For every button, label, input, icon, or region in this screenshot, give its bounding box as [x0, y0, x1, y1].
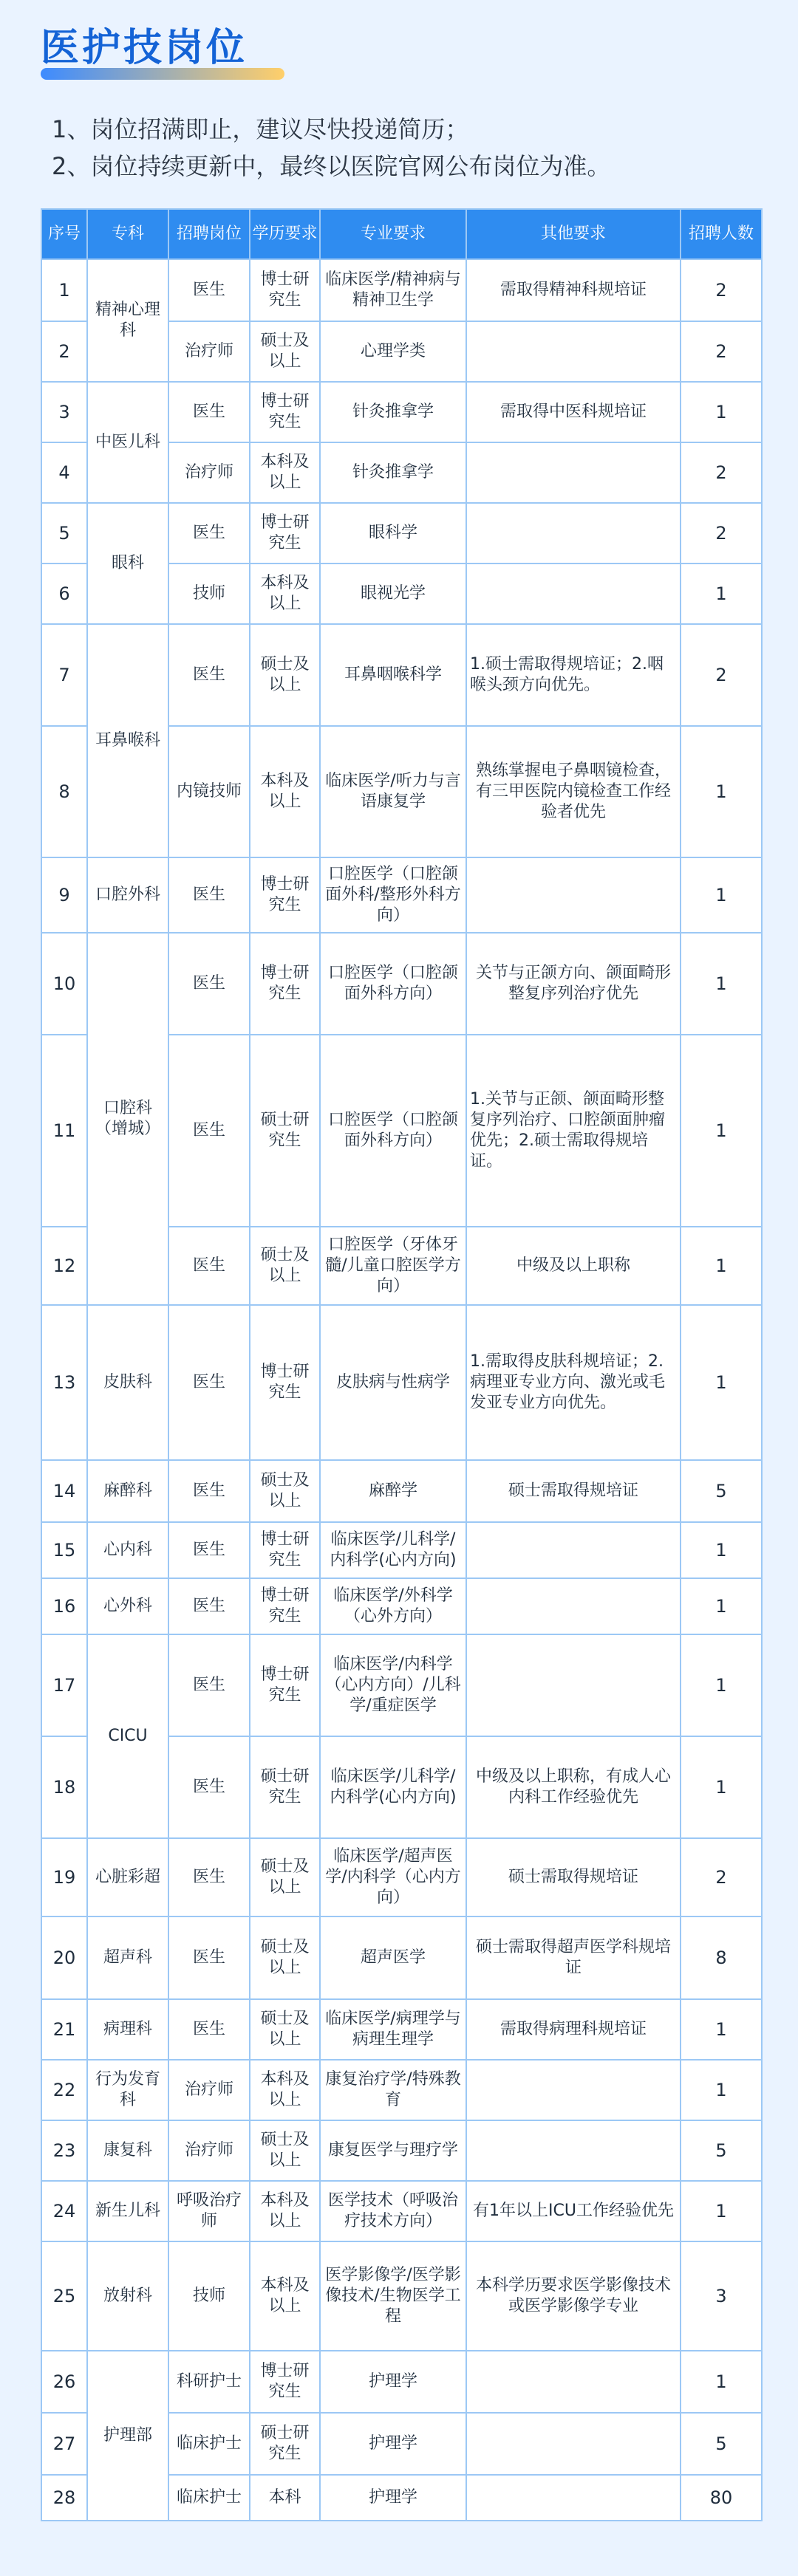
positions-table	[41, 208, 763, 2521]
cell-edu: 硕士及以上	[250, 1460, 320, 1522]
cell-major: 针灸推拿学	[320, 442, 466, 503]
cell-post: 医生	[168, 1305, 250, 1460]
cell-num: 1	[681, 382, 762, 442]
cell-no: 3	[41, 382, 87, 442]
cell-no: 12	[41, 1227, 87, 1305]
table-row	[41, 1522, 762, 1578]
cell-edu: 硕士及以上	[250, 1916, 320, 1999]
cell-edu: 硕士及以上	[250, 1999, 320, 2060]
cell-no: 18	[41, 1736, 87, 1838]
cell-no: 19	[41, 1838, 87, 1916]
cell-major: 护理学	[320, 2413, 466, 2475]
cell-dept: CICU	[87, 1634, 168, 1838]
cell-num: 2	[681, 624, 762, 726]
cell-post: 医生	[168, 1227, 250, 1305]
cell-no: 27	[41, 2413, 87, 2475]
title-block	[41, 16, 248, 72]
cell-major: 临床医学/儿科学/内科学(心内方向)	[320, 1522, 466, 1578]
cell-num: 8	[681, 1916, 762, 1999]
cell-edu: 博士研究生	[250, 2351, 320, 2413]
cell-no: 24	[41, 2181, 87, 2241]
cell-major: 口腔医学（口腔颌面外科方向）	[320, 933, 466, 1035]
cell-major: 皮肤病与性病学	[320, 1305, 466, 1460]
cell-post: 科研护士	[168, 2351, 250, 2413]
positions-table-wrap	[41, 208, 761, 2521]
cell-post: 医生	[168, 1838, 250, 1916]
cell-other: 有1年以上ICU工作经验优先	[466, 2181, 681, 2241]
cell-num: 80	[681, 2475, 762, 2521]
table-row	[41, 933, 762, 1035]
cell-other: 1.需取得皮肤科规培证；2.病理亚专业方向、激光或毛发亚专业方向优先。	[466, 1305, 681, 1460]
cell-other	[466, 1578, 681, 1634]
cell-major: 针灸推拿学	[320, 382, 466, 442]
cell-major: 超声医学	[320, 1916, 466, 1999]
cell-num: 1	[681, 1999, 762, 2060]
cell-edu: 硕士及以上	[250, 1227, 320, 1305]
cell-num: 2	[681, 442, 762, 503]
cell-num: 1	[681, 1522, 762, 1578]
cell-edu: 博士研究生	[250, 1305, 320, 1460]
cell-major: 口腔医学（口腔颌面外科方向）	[320, 1035, 466, 1227]
cell-other: 硕士需取得规培证	[466, 1838, 681, 1916]
cell-edu: 博士研究生	[250, 503, 320, 564]
cell-other	[466, 442, 681, 503]
cell-dept: 麻醉科	[87, 1460, 168, 1522]
cell-num: 5	[681, 2413, 762, 2475]
cell-other: 需取得中医科规培证	[466, 382, 681, 442]
cell-post: 临床护士	[168, 2475, 250, 2521]
cell-edu: 博士研究生	[250, 1634, 320, 1736]
header-post: 招聘岗位	[168, 209, 250, 259]
table-row	[41, 1305, 762, 1460]
cell-major: 临床医学/外科学（心外方向）	[320, 1578, 466, 1634]
cell-edu: 博士研究生	[250, 382, 320, 442]
table-row	[41, 1916, 762, 1999]
cell-edu: 本科及以上	[250, 2181, 320, 2241]
cell-no: 15	[41, 1522, 87, 1578]
cell-edu: 博士研究生	[250, 259, 320, 321]
cell-num: 1	[681, 2060, 762, 2120]
cell-no: 16	[41, 1578, 87, 1634]
cell-post: 治疗师	[168, 2060, 250, 2120]
cell-major: 康复治疗学/特殊教育	[320, 2060, 466, 2120]
cell-no: 28	[41, 2475, 87, 2521]
cell-post: 医生	[168, 624, 250, 726]
cell-dept: 病理科	[87, 1999, 168, 2060]
cell-dept: 皮肤科	[87, 1305, 168, 1460]
cell-post: 治疗师	[168, 2120, 250, 2181]
cell-edu: 本科及以上	[250, 2241, 320, 2351]
cell-num: 1	[681, 726, 762, 857]
cell-major: 眼科学	[320, 503, 466, 564]
cell-dept: 心外科	[87, 1578, 168, 1634]
cell-post: 医生	[168, 1916, 250, 1999]
cell-edu: 本科	[250, 2475, 320, 2521]
cell-num: 1	[681, 1305, 762, 1460]
table-row	[41, 503, 762, 564]
cell-major: 口腔医学（牙体牙髓/儿童口腔医学方向）	[320, 1227, 466, 1305]
page-title: 医护技岗位	[41, 26, 248, 70]
cell-post: 治疗师	[168, 321, 250, 382]
cell-post: 医生	[168, 503, 250, 564]
cell-edu: 本科及以上	[250, 726, 320, 857]
cell-post: 医生	[168, 933, 250, 1035]
cell-no: 6	[41, 564, 87, 624]
cell-post: 技师	[168, 564, 250, 624]
cell-major: 临床医学/超声医学/内科学（心内方向）	[320, 1838, 466, 1916]
cell-major: 临床医学/听力与言语康复学	[320, 726, 466, 857]
table-row	[41, 259, 762, 321]
cell-major: 口腔医学（口腔颌面外科/整形外科方向）	[320, 857, 466, 933]
cell-post: 技师	[168, 2241, 250, 2351]
cell-other: 本科学历要求医学影像技术或医学影像学专业	[466, 2241, 681, 2351]
table-row	[41, 1634, 762, 1736]
header-dept: 专科	[87, 209, 168, 259]
cell-post: 医生	[168, 382, 250, 442]
cell-no: 22	[41, 2060, 87, 2120]
cell-major: 护理学	[320, 2351, 466, 2413]
cell-edu: 本科及以上	[250, 564, 320, 624]
table-row	[41, 1578, 762, 1634]
cell-num: 1	[681, 2181, 762, 2241]
cell-num: 5	[681, 1460, 762, 1522]
cell-other	[466, 1522, 681, 1578]
cell-no: 17	[41, 1634, 87, 1736]
cell-no: 5	[41, 503, 87, 564]
cell-dept: 心脏彩超	[87, 1838, 168, 1916]
cell-num: 2	[681, 1838, 762, 1916]
cell-edu: 硕士研究生	[250, 2413, 320, 2475]
cell-other	[466, 857, 681, 933]
cell-edu: 硕士及以上	[250, 321, 320, 382]
cell-num: 2	[681, 503, 762, 564]
table-row	[41, 2120, 762, 2181]
cell-edu: 博士研究生	[250, 933, 320, 1035]
cell-other	[466, 2413, 681, 2475]
table-row	[41, 2060, 762, 2120]
table-header-row	[41, 209, 762, 259]
table-row	[41, 2181, 762, 2241]
cell-dept: 行为发育科	[87, 2060, 168, 2120]
cell-other	[466, 1634, 681, 1736]
cell-dept: 中医儿科	[87, 382, 168, 503]
cell-dept: 心内科	[87, 1522, 168, 1578]
cell-other	[466, 2475, 681, 2521]
cell-num: 2	[681, 259, 762, 321]
cell-no: 23	[41, 2120, 87, 2181]
table-row	[41, 1838, 762, 1916]
cell-other: 1.硕士需取得规培证；2.咽喉头颈方向优先。	[466, 624, 681, 726]
cell-num: 1	[681, 2351, 762, 2413]
table-row	[41, 1460, 762, 1522]
notes	[52, 111, 610, 185]
cell-no: 4	[41, 442, 87, 503]
cell-edu: 硕士及以上	[250, 2120, 320, 2181]
cell-no: 20	[41, 1916, 87, 1999]
cell-edu: 博士研究生	[250, 857, 320, 933]
table-row	[41, 857, 762, 933]
cell-major: 医学技术（呼吸治疗技术方向）	[320, 2181, 466, 2241]
table-row	[41, 382, 762, 442]
cell-other: 硕士需取得规培证	[466, 1460, 681, 1522]
cell-num: 1	[681, 933, 762, 1035]
cell-num: 5	[681, 2120, 762, 2181]
cell-no: 14	[41, 1460, 87, 1522]
cell-post: 临床护士	[168, 2413, 250, 2475]
cell-post: 医生	[168, 1035, 250, 1227]
cell-dept: 精神心理科	[87, 259, 168, 382]
cell-dept: 眼科	[87, 503, 168, 624]
cell-other: 需取得病理科规培证	[466, 1999, 681, 2060]
cell-post: 治疗师	[168, 442, 250, 503]
cell-dept: 耳鼻喉科	[87, 624, 168, 857]
cell-other: 需取得精神科规培证	[466, 259, 681, 321]
cell-no: 8	[41, 726, 87, 857]
cell-post: 医生	[168, 259, 250, 321]
cell-post: 医生	[168, 1522, 250, 1578]
cell-num: 3	[681, 2241, 762, 2351]
cell-post: 呼吸治疗师	[168, 2181, 250, 2241]
cell-post: 医生	[168, 1460, 250, 1522]
cell-edu: 博士研究生	[250, 1578, 320, 1634]
cell-major: 临床医学/精神病与精神卫生学	[320, 259, 466, 321]
cell-dept: 护理部	[87, 2351, 168, 2521]
cell-no: 9	[41, 857, 87, 933]
cell-major: 心理学类	[320, 321, 466, 382]
cell-post: 内镜技师	[168, 726, 250, 857]
cell-major: 康复医学与理疗学	[320, 2120, 466, 2181]
cell-edu: 本科及以上	[250, 2060, 320, 2120]
cell-dept: 口腔外科	[87, 857, 168, 933]
cell-no: 25	[41, 2241, 87, 2351]
cell-other	[466, 2120, 681, 2181]
cell-major: 护理学	[320, 2475, 466, 2521]
cell-no: 7	[41, 624, 87, 726]
cell-other: 1.关节与正颌、颌面畸形整复序列治疗、口腔颌面肿瘤优先；2.硕士需取得规培证。	[466, 1035, 681, 1227]
cell-no: 11	[41, 1035, 87, 1227]
cell-major: 医学影像学/医学影像技术/生物医学工程	[320, 2241, 466, 2351]
cell-other	[466, 321, 681, 382]
cell-post: 医生	[168, 1578, 250, 1634]
cell-no: 1	[41, 259, 87, 321]
cell-num: 1	[681, 1634, 762, 1736]
cell-post: 医生	[168, 1634, 250, 1736]
note-2: 2、岗位持续更新中，最终以医院官网公布岗位为准。	[52, 152, 611, 180]
cell-edu: 硕士及以上	[250, 1838, 320, 1916]
cell-no: 2	[41, 321, 87, 382]
cell-num: 1	[681, 1736, 762, 1838]
cell-num: 1	[681, 1578, 762, 1634]
cell-num: 1	[681, 1227, 762, 1305]
cell-edu: 博士研究生	[250, 1522, 320, 1578]
header-other: 其他要求	[466, 209, 681, 259]
cell-other: 中级及以上职称	[466, 1227, 681, 1305]
cell-dept: 康复科	[87, 2120, 168, 2181]
cell-major: 眼视光学	[320, 564, 466, 624]
cell-post: 医生	[168, 857, 250, 933]
cell-dept: 口腔科（增城）	[87, 933, 168, 1305]
cell-edu: 硕士研究生	[250, 1035, 320, 1227]
cell-no: 13	[41, 1305, 87, 1460]
header-no: 序号	[41, 209, 87, 259]
cell-other	[466, 564, 681, 624]
cell-other	[466, 2060, 681, 2120]
cell-dept: 新生儿科	[87, 2181, 168, 2241]
cell-major: 耳鼻咽喉科学	[320, 624, 466, 726]
cell-no: 10	[41, 933, 87, 1035]
cell-other: 硕士需取得超声医学科规培证	[466, 1916, 681, 1999]
cell-other: 中级及以上职称，有成人心内科工作经验优先	[466, 1736, 681, 1838]
cell-other: 熟练掌握电子鼻咽镜检查，有三甲医院内镜检查工作经验者优先	[466, 726, 681, 857]
cell-post: 医生	[168, 1999, 250, 2060]
cell-major: 临床医学/儿科学/内科学(心内方向)	[320, 1736, 466, 1838]
cell-num: 2	[681, 321, 762, 382]
table-row	[41, 2351, 762, 2413]
cell-edu: 硕士及以上	[250, 624, 320, 726]
cell-major: 麻醉学	[320, 1460, 466, 1522]
cell-post: 医生	[168, 1736, 250, 1838]
cell-major: 临床医学/内科学（心内方向）/儿科学/重症医学	[320, 1634, 466, 1736]
table-row	[41, 1999, 762, 2060]
cell-num: 1	[681, 564, 762, 624]
table-row	[41, 2241, 762, 2351]
cell-num: 1	[681, 1035, 762, 1227]
cell-num: 1	[681, 857, 762, 933]
cell-no: 21	[41, 1999, 87, 2060]
cell-other	[466, 2351, 681, 2413]
note-1: 1、岗位招满即止，建议尽快投递简历；	[52, 115, 469, 143]
cell-dept: 超声科	[87, 1916, 168, 1999]
header-num: 招聘人数	[681, 209, 762, 259]
cell-edu: 本科及以上	[250, 442, 320, 503]
cell-dept: 放射科	[87, 2241, 168, 2351]
cell-other	[466, 503, 681, 564]
cell-no: 26	[41, 2351, 87, 2413]
table-row	[41, 624, 762, 726]
header-major: 专业要求	[320, 209, 466, 259]
header-edu: 学历要求	[250, 209, 320, 259]
cell-other: 关节与正颌方向、颌面畸形整复序列治疗优先	[466, 933, 681, 1035]
cell-major: 临床医学/病理学与病理生理学	[320, 1999, 466, 2060]
cell-edu: 硕士研究生	[250, 1736, 320, 1838]
